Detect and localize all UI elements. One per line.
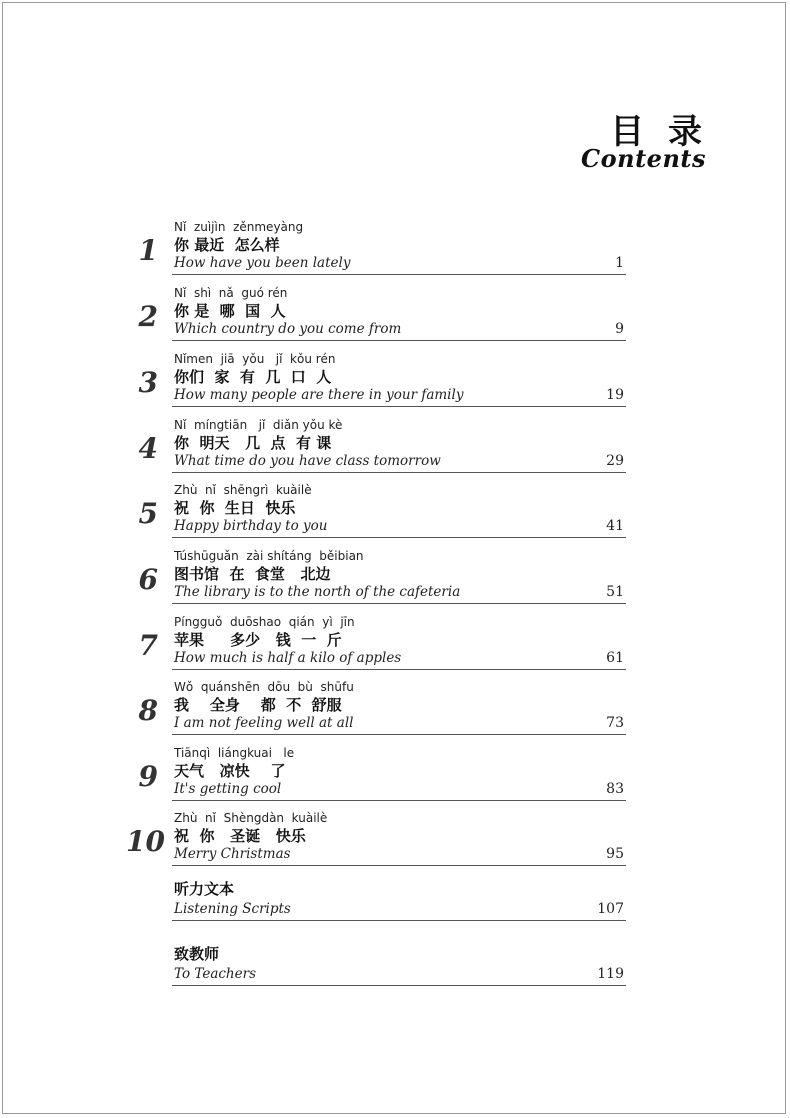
page-number: 107 — [597, 901, 624, 917]
toc-entry-appendix-2[interactable] — [0, 941, 790, 991]
lesson-title-english: I am not feeling well at all — [174, 715, 354, 731]
lesson-title-english: What time do you have class tomorrow — [174, 453, 441, 469]
page-number: 61 — [606, 650, 624, 666]
lesson-pinyin: Zhù nǐ Shèngdàn kuàilè — [174, 811, 328, 825]
lesson-pinyin: Zhù nǐ shēngrì kuàilè — [174, 483, 312, 497]
entry-divider — [172, 669, 626, 670]
entry-divider — [172, 340, 626, 341]
lesson-title-english: The library is to the north of the cafeteria — [174, 584, 461, 600]
entry-divider — [172, 800, 626, 801]
page-number: 9 — [615, 321, 624, 337]
lesson-title-chinese: 图书馆 在 食堂 北边 — [174, 565, 331, 583]
lesson-number: 1 — [138, 234, 158, 267]
lesson-title-english: Merry Christmas — [174, 846, 291, 862]
lesson-pinyin: Nǐ shì nǎ guó rén — [174, 286, 288, 300]
lesson-pinyin: Nǐ míngtiān jǐ diǎn yǒu kè — [174, 418, 343, 432]
lesson-title-english: It's getting cool — [174, 781, 282, 797]
lesson-pinyin: Píngguǒ duōshao qián yì jīn — [174, 615, 355, 629]
lesson-number: 7 — [138, 629, 158, 662]
page-number: 83 — [606, 781, 624, 797]
lesson-number: 2 — [138, 300, 158, 333]
page-title-chinese: 目 录 — [610, 112, 708, 152]
lesson-title-english: Happy birthday to you — [174, 518, 328, 534]
lesson-title-chinese: 你们 家 有 几 口 人 — [174, 368, 332, 386]
lesson-number: 5 — [138, 497, 158, 530]
lesson-title-english: How much is half a kilo of apples — [174, 650, 402, 666]
lesson-pinyin: Wǒ quánshēn dōu bù shūfu — [174, 680, 354, 694]
page-title-english: Contents — [581, 144, 706, 173]
lesson-pinyin: Nǐ zuìjìn zěnmeyàng — [174, 220, 304, 234]
lesson-title-chinese: 天气 凉快 了 — [174, 762, 286, 780]
lesson-number: 10 — [126, 825, 165, 858]
lesson-title-chinese: 你 明天 几 点 有 课 — [174, 434, 332, 452]
appendix-title-chinese: 听力文本 — [174, 880, 235, 898]
lesson-pinyin: Túshūguǎn zài shítáng běibian — [174, 549, 364, 563]
lesson-pinyin: Tiānqì liángkuai le — [174, 746, 295, 760]
appendix-title-english: Listening Scripts — [174, 901, 291, 917]
appendix-title-chinese: 致教师 — [174, 945, 220, 963]
entry-divider — [172, 734, 626, 735]
lesson-title-english: Which country do you come from — [174, 321, 402, 337]
page-number: 19 — [606, 387, 624, 403]
toc-entry-lesson-7[interactable] — [0, 611, 790, 673]
toc-entry-appendix-1[interactable] — [0, 876, 790, 926]
page-number: 1 — [615, 255, 624, 271]
appendix-title-english: To Teachers — [174, 966, 256, 982]
page-number: 95 — [606, 846, 624, 862]
page-number: 29 — [606, 453, 624, 469]
toc-entry-lesson-9[interactable] — [0, 742, 790, 804]
entry-divider — [172, 274, 626, 275]
lesson-title-english: How many people are there in your family — [174, 387, 464, 403]
lesson-title-chinese: 我 全身 都 不 舒服 — [174, 696, 342, 714]
lesson-title-chinese: 你 最近 怎么样 — [174, 236, 280, 254]
entry-divider — [172, 603, 626, 604]
toc-entry-lesson-1[interactable] — [0, 216, 790, 278]
lesson-title-chinese: 苹果 多少 钱 一 斤 — [174, 631, 342, 649]
page-number: 119 — [597, 966, 624, 982]
toc-entry-lesson-10[interactable] — [0, 807, 790, 869]
toc-entry-lesson-8[interactable] — [0, 676, 790, 738]
lesson-number: 4 — [138, 432, 158, 465]
entry-divider — [172, 472, 626, 473]
page-number: 51 — [606, 584, 624, 600]
toc-entry-lesson-2[interactable] — [0, 282, 790, 344]
entry-divider — [172, 406, 626, 407]
lesson-number: 6 — [138, 563, 158, 596]
lesson-title-english: How have you been lately — [174, 255, 351, 271]
lesson-title-chinese: 祝 你 生日 快乐 — [174, 499, 296, 517]
lesson-title-chinese: 你 是 哪 国 人 — [174, 302, 286, 320]
entry-divider — [172, 537, 626, 538]
toc-entry-lesson-3[interactable] — [0, 348, 790, 410]
toc-entry-lesson-4[interactable] — [0, 414, 790, 476]
lesson-pinyin: Nǐmen jiā yǒu jǐ kǒu rén — [174, 352, 336, 366]
toc-entry-lesson-6[interactable] — [0, 545, 790, 607]
lesson-number: 8 — [138, 694, 158, 727]
page-number: 73 — [606, 715, 624, 731]
lesson-number: 3 — [138, 366, 158, 399]
lesson-title-chinese: 祝 你 圣诞 快乐 — [174, 827, 306, 845]
entry-divider — [172, 985, 626, 986]
page-number: 41 — [606, 518, 624, 534]
toc-entry-lesson-5[interactable] — [0, 479, 790, 541]
entry-divider — [172, 920, 626, 921]
lesson-number: 9 — [138, 760, 158, 793]
entry-divider — [172, 865, 626, 866]
